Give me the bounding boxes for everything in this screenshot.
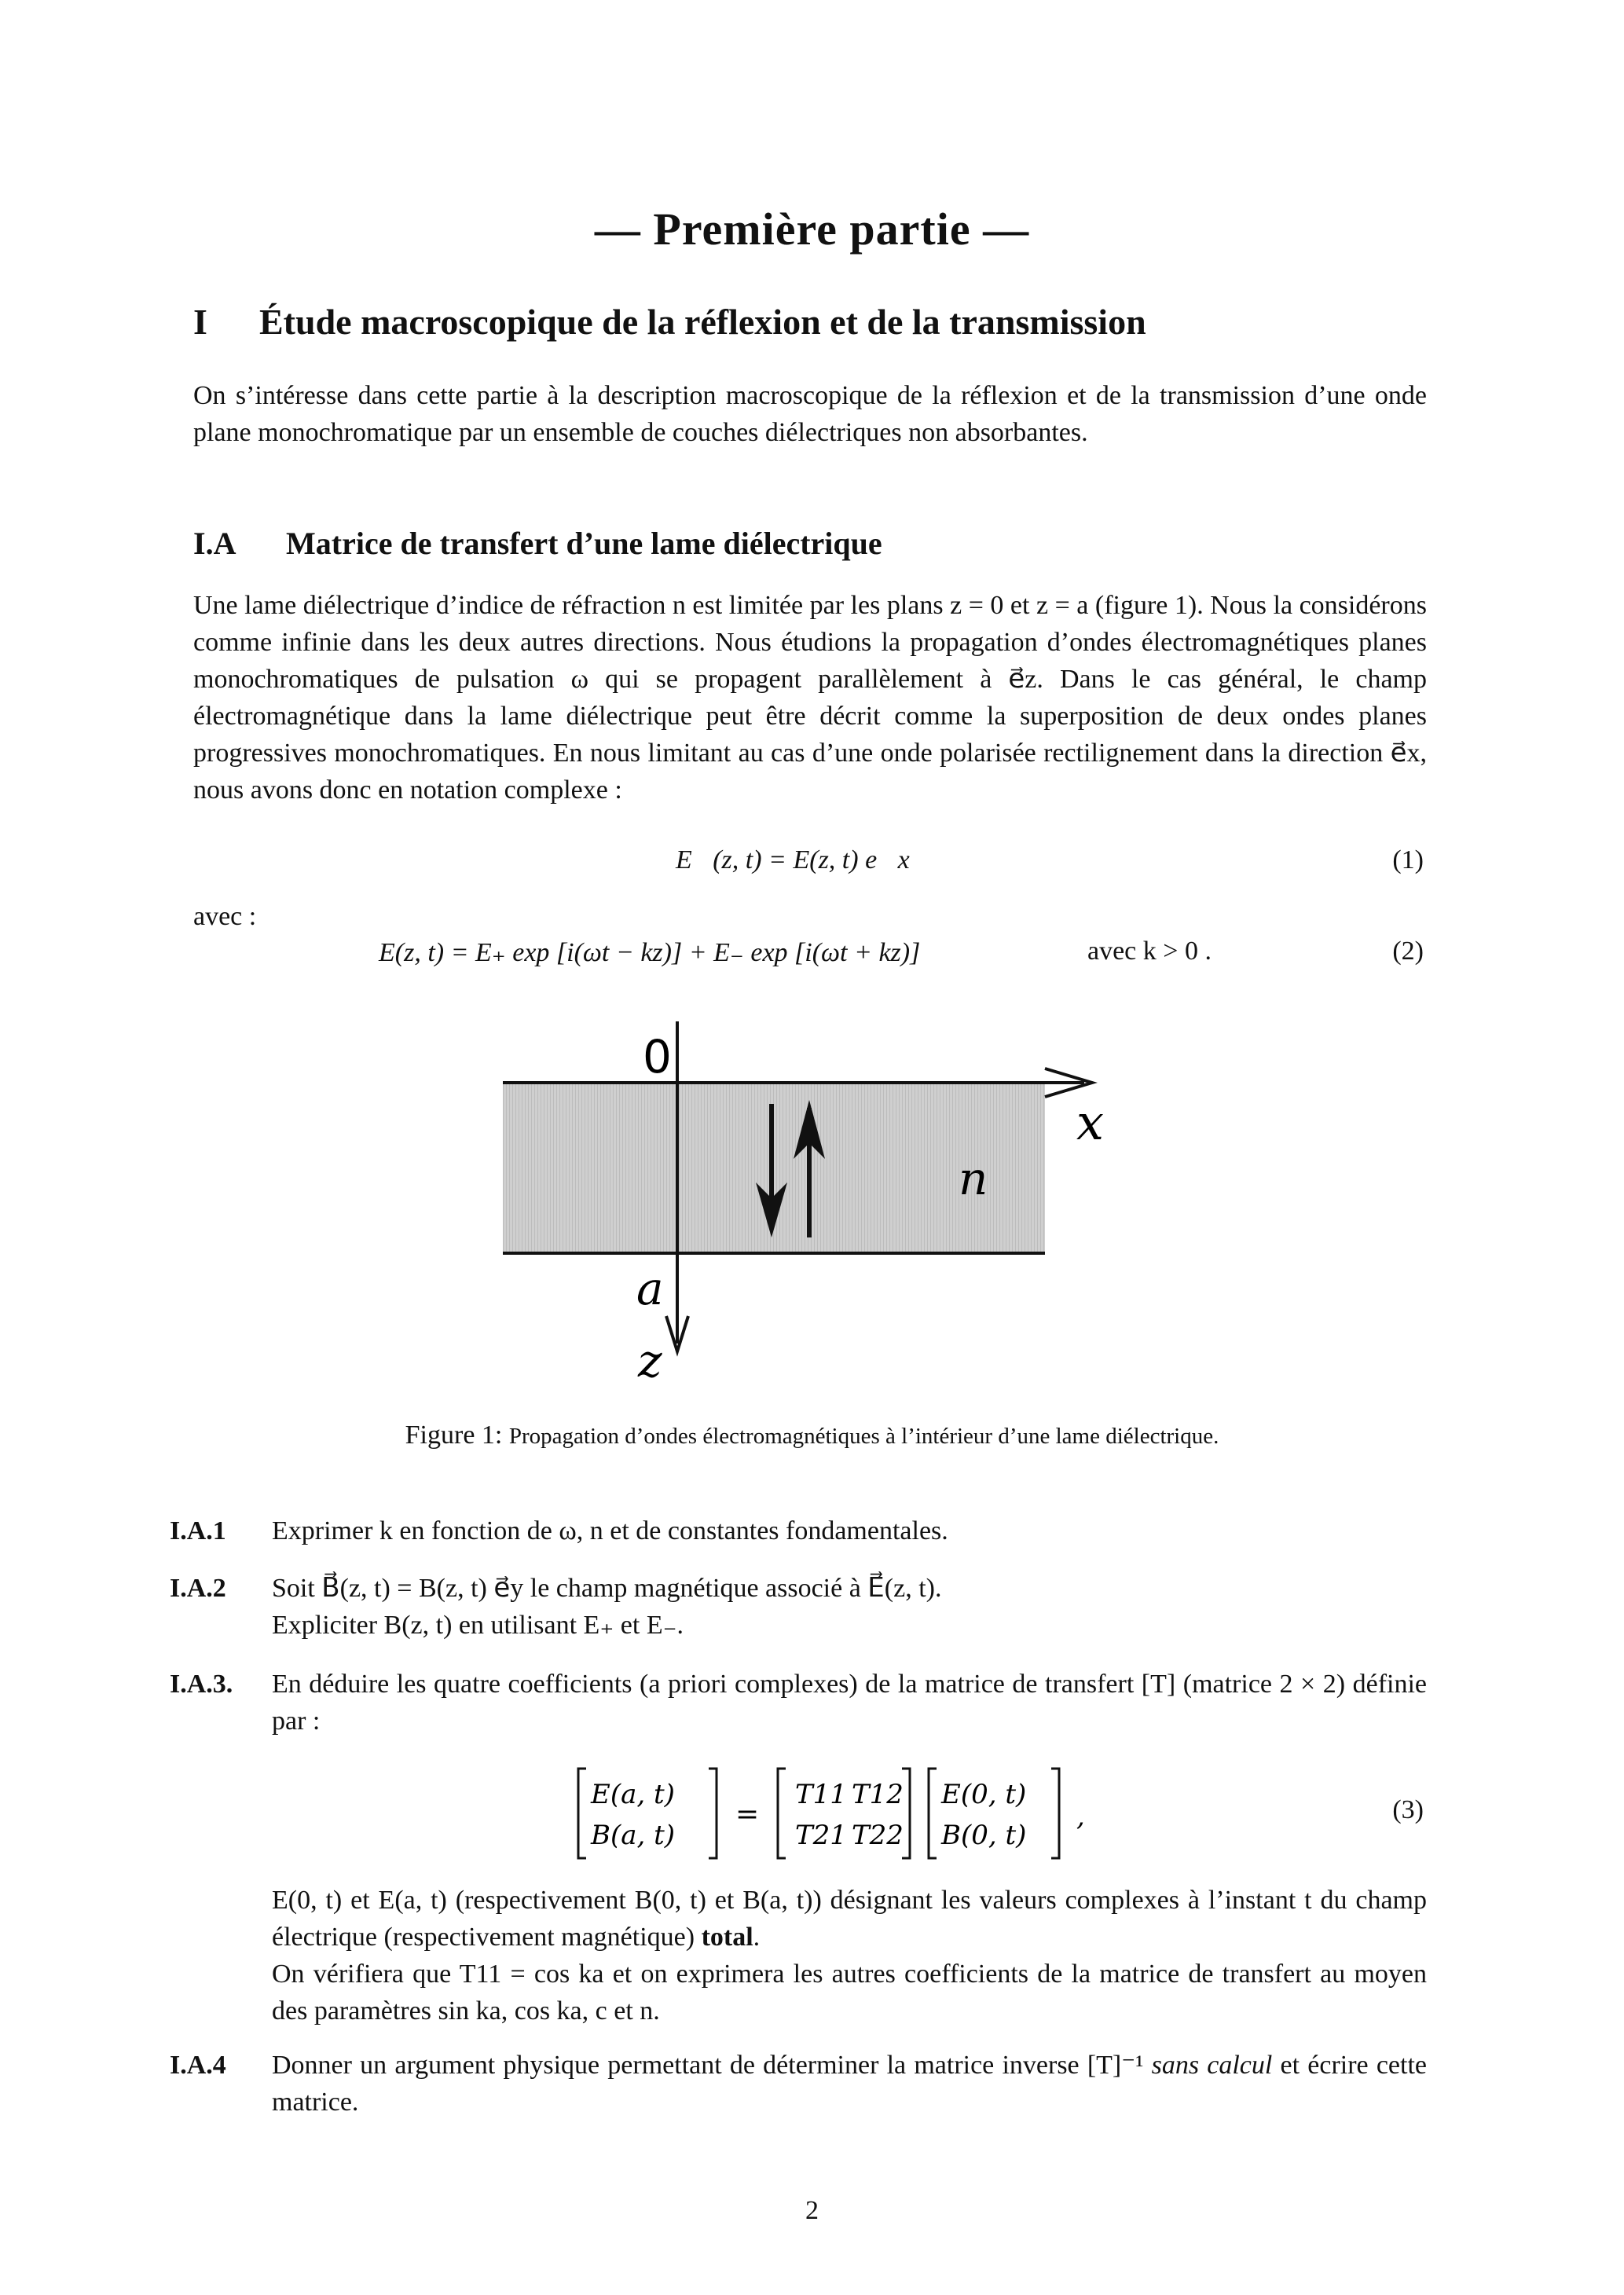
question-id: I.A.4 (170, 2051, 226, 2080)
equation-2-number: (2) (1392, 937, 1424, 966)
intro-paragraph: On s’intéresse dans cette partie à la description macroscopique de la réflexion et de la transmission d’une onde plane monochromatique par un ensemble de couches diélectriques non absorbantes. (193, 381, 1427, 447)
question-id: I.A.2 (170, 1574, 226, 1603)
q4-text: Donner un argument physique permettant de déterminer la matrice inverse [T]⁻¹ (272, 2051, 1144, 2080)
subsection-number: I.A (193, 526, 236, 561)
label-a: a (636, 1262, 664, 1315)
section-number: I (193, 302, 207, 342)
label-zero: 0 (643, 1030, 672, 1083)
question-IA3-details: E(0, t) et E(a, t) (respectivement B(0, t) et B(a, t)) désignant les valeurs complexes à l’instant t du champ électrique (respectivement magnétique) total. On vérifiera que T11 = cos ka et on exprimera les autres coefficients de la matrice de transfert au moyen des paramètres sin ka, cos ka, c et n. (272, 1886, 1427, 2026)
question-id: I.A.1 (170, 1516, 226, 1545)
matrix-equation (574, 1762, 1139, 1872)
figure-caption (0, 1421, 1624, 1450)
equation-1: E⃗(z, t) = E(z, t) e⃗x (676, 845, 910, 874)
question-text (272, 2047, 1427, 2121)
question-IA1 (170, 1512, 1427, 1549)
figure-1-diagram (471, 1014, 1147, 1406)
part-title: — Première partie — (594, 203, 1030, 255)
T11: T11 (795, 1779, 847, 1810)
lhs-E: E(a, t) (591, 1779, 675, 1810)
svg-text:=: = (735, 1798, 760, 1831)
question-id: I.A.3. (170, 1670, 233, 1699)
rhs-E: E(0, t) (941, 1779, 1027, 1810)
subsection-title (193, 525, 882, 562)
question-text: Soit B⃗(z, t) = B(z, t) e⃗y le champ magnétique associé à E⃗(z, t). (272, 1574, 942, 1603)
question-IA4 (170, 2047, 1427, 2121)
q4-text-end: et écrire cette matrice. (272, 2051, 1428, 2117)
rhs-B: B(0, t) (941, 1820, 1027, 1851)
figure-caption-prefix: Figure 1: (405, 1421, 503, 1450)
T12: T12 (852, 1779, 904, 1810)
body-paragraph: Une lame diélectrique d’indice de réfraction n est limitée par les plans z = 0 et z = a (figure 1). Nous la considérons comme infinie dans les deux autres directions. Nous étudions la propagation d’ondes électromagnétiques planes monochromatiques de pulsation ω qui se propagent parallèlement à e⃗z. Dans le cas général, le champ électromagnétique dans la lame diélectrique peut être décrit comme la superposition de deux ondes planes progressives monochromatiques. En nous limitant au cas d’une onde polarisée rectilignement dans la direction e⃗x, nous avons donc en notation complexe : (193, 591, 1427, 805)
page-number: 2 (805, 2196, 819, 2225)
figure-caption-text: Propagation d’ondes électromagnétiques à l’intérieur d’une lame diélectrique. (508, 1424, 1219, 1449)
equation-2-condition: avec k > 0 . (1087, 937, 1212, 966)
section-title-text: Étude macroscopique de la réflexion et de la transmission (259, 302, 1146, 342)
label-x: x (1076, 1094, 1104, 1151)
lhs-B: B(a, t) (591, 1820, 676, 1851)
q3-line2: On vérifiera que T11 = cos ka et on exprimera les autres coefficients de la matrice de transfert au moyen des paramètres sin ka, cos ka, c et n. (272, 1960, 1427, 2026)
avec-label: avec : (193, 902, 257, 931)
T22: T22 (852, 1820, 904, 1851)
subsection-title-text: Matrice de transfert d’une lame diélectrique (286, 526, 882, 561)
question-IA2 (170, 1570, 1427, 1644)
matrix-brackets (574, 1762, 1139, 1864)
svg-text:,: , (1076, 1801, 1085, 1832)
section-title (193, 301, 1146, 343)
q4-italic: sans calcul (1151, 2051, 1273, 2080)
equation-2: E(z, t) = E₊ exp [i(ωt − kz)] + E₋ exp [i(ωt + kz)] (379, 938, 921, 967)
equation-3-number: (3) (1392, 1795, 1424, 1824)
label-z: z (638, 1334, 662, 1388)
question-text: Exprimer k en fonction de ω, n et de constantes fondamentales. (272, 1516, 948, 1545)
label-n: n (959, 1152, 988, 1205)
question-IA3 (170, 1666, 1427, 1740)
q3-bold-word: total (701, 1923, 753, 1952)
equation-1-number: (1) (1392, 845, 1424, 874)
question-text: En déduire les quatre coefficients (a priori complexes) de la matrice de transfert [T] (matrice 2 × 2) définie par : (272, 1670, 1427, 1736)
T21: T21 (795, 1820, 847, 1851)
q3-line1: E(0, t) et E(a, t) (respectivement B(0, t) et B(a, t)) désignant les valeurs complexes à l’instant t du champ électrique (respectivement magnétique) (272, 1886, 1427, 1952)
question-text-2: Expliciter B(z, t) en utilisant E₊ et E₋. (272, 1611, 684, 1640)
